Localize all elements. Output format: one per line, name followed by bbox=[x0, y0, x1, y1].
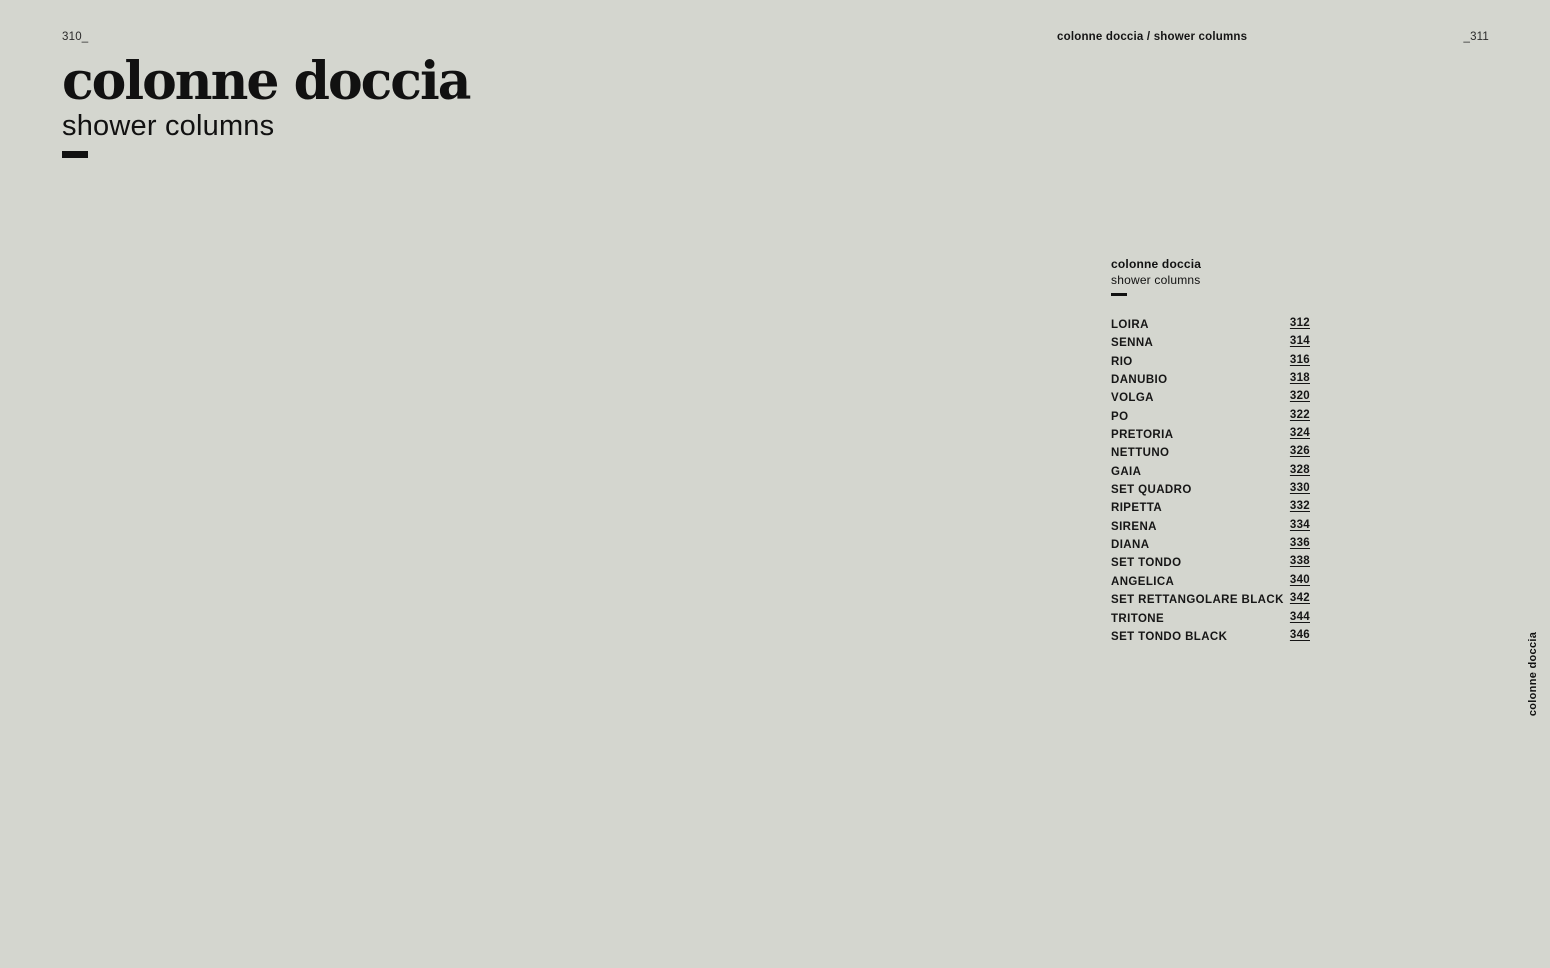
toc-row bbox=[1111, 374, 1310, 392]
section-title: colonne doccia bbox=[62, 51, 470, 112]
toc-item-page-link[interactable]: 312 bbox=[1289, 317, 1310, 329]
toc-item-page-link[interactable]: 342 bbox=[1289, 592, 1310, 605]
toc-row bbox=[1111, 408, 1310, 429]
toc-item-label: TRITONE bbox=[1111, 612, 1165, 625]
toc-item-page-link[interactable]: 344 bbox=[1289, 610, 1310, 623]
toc-item-page-link[interactable]: 326 bbox=[1289, 445, 1310, 458]
toc-row bbox=[1111, 610, 1310, 631]
toc-item-label: PRETORIA bbox=[1111, 429, 1174, 442]
toc-item-label: SET TONDO BLACK bbox=[1111, 630, 1228, 643]
toc-item-page-link[interactable]: 322 bbox=[1289, 408, 1310, 421]
toc-dash-rule bbox=[1111, 293, 1127, 296]
toc-row bbox=[1111, 353, 1310, 374]
running-head-title: colonne doccia / shower columns bbox=[1057, 31, 1248, 43]
toc-item-label: VOLGA bbox=[1111, 392, 1154, 405]
toc-item-page-link[interactable]: 338 bbox=[1289, 555, 1310, 568]
toc-list bbox=[1111, 319, 1310, 649]
toc-item-page-link[interactable]: 318 bbox=[1289, 372, 1310, 385]
toc-item-page-link[interactable]: 324 bbox=[1289, 427, 1310, 440]
toc-item-page-link[interactable]: 346 bbox=[1289, 628, 1310, 641]
toc-item-page-link[interactable]: 332 bbox=[1289, 500, 1310, 513]
toc-heading: colonne doccia bbox=[1111, 257, 1202, 271]
toc-row bbox=[1111, 539, 1310, 557]
toc-item-page-link[interactable]: 334 bbox=[1289, 518, 1310, 531]
section-subtitle: shower columns bbox=[62, 110, 275, 142]
toc-item-page-link[interactable]: 340 bbox=[1289, 573, 1310, 586]
toc-row bbox=[1111, 463, 1310, 484]
toc-item-page-link[interactable]: 336 bbox=[1289, 537, 1310, 550]
toc-row bbox=[1111, 319, 1310, 337]
toc-row bbox=[1111, 429, 1310, 447]
toc-row bbox=[1111, 447, 1310, 465]
toc-item-label: SIRENA bbox=[1111, 520, 1157, 533]
toc-item-label: GAIA bbox=[1111, 465, 1142, 478]
toc-item-label: ANGELICA bbox=[1111, 575, 1175, 588]
toc-item-label: SET RETTANGOLARE BLACK bbox=[1111, 594, 1284, 607]
toc-item-label: DIANA bbox=[1111, 539, 1150, 552]
toc-item-label: RIO bbox=[1111, 355, 1133, 368]
toc-item-page-link[interactable]: 314 bbox=[1289, 335, 1310, 348]
toc-item-label: RIPETTA bbox=[1111, 502, 1163, 515]
toc-row bbox=[1111, 392, 1310, 410]
toc-subheading: shower columns bbox=[1111, 273, 1201, 287]
toc-row bbox=[1111, 557, 1310, 575]
toc-item-label: PO bbox=[1111, 410, 1129, 423]
toc-item-label: LOIRA bbox=[1111, 319, 1149, 331]
toc-row bbox=[1111, 337, 1310, 355]
toc-item-label: SENNA bbox=[1111, 337, 1154, 350]
toc-item-page-link[interactable]: 330 bbox=[1289, 482, 1310, 495]
toc-item-page-link[interactable]: 320 bbox=[1289, 390, 1310, 403]
toc-item-label: DANUBIO bbox=[1111, 374, 1168, 387]
page-number-right: _311 bbox=[1463, 31, 1489, 43]
toc-item-page-link[interactable]: 328 bbox=[1289, 463, 1310, 476]
toc-item-label: SET QUADRO bbox=[1111, 484, 1192, 497]
toc-row bbox=[1111, 518, 1310, 539]
toc-item-label: SET TONDO bbox=[1111, 557, 1182, 570]
toc-row bbox=[1111, 594, 1310, 612]
toc-row bbox=[1111, 484, 1310, 502]
table-of-contents bbox=[1111, 257, 1310, 649]
toc-row bbox=[1111, 573, 1310, 594]
side-tab-label: colonne doccia bbox=[1527, 631, 1539, 717]
title-dash-rule bbox=[62, 151, 88, 158]
toc-row bbox=[1111, 502, 1310, 520]
page-number-left: 310_ bbox=[62, 31, 89, 43]
section-title-block bbox=[62, 51, 470, 158]
toc-item-label: NETTUNO bbox=[1111, 447, 1170, 460]
toc-item-page-link[interactable]: 316 bbox=[1289, 353, 1310, 366]
toc-row bbox=[1111, 628, 1310, 649]
